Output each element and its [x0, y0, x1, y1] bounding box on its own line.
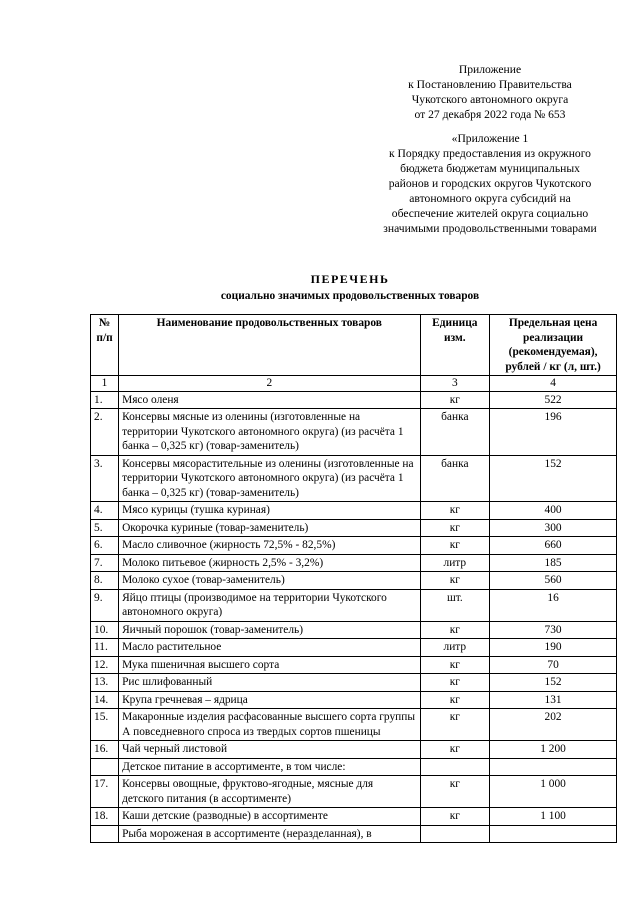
title-main: ПЕРЕЧЕНЬ: [310, 272, 390, 286]
title-sub: социально значимых продовольственных товаров: [220, 290, 480, 302]
price-cell: 185: [490, 554, 617, 572]
table-row: [91, 554, 617, 572]
row-number: 11.: [91, 639, 119, 657]
product-name: Яйцо птицы (производимое на территории Чукотского автономного округа): [119, 589, 420, 621]
table-row: [91, 639, 617, 657]
product-name: Крупа гречневая – ядрица: [119, 691, 420, 709]
table-row: [91, 709, 617, 741]
index-cell: 3: [420, 376, 490, 392]
price-cell: 190: [490, 639, 617, 657]
price-cell: 1 200: [490, 741, 617, 759]
product-name: Яичный порошок (товар-заменитель): [119, 621, 420, 639]
product-name: Макаронные изделия расфасованные высшего сорта группы А повседневного спроса из твердых сортов пшеницы: [119, 709, 420, 741]
table-row: [91, 621, 617, 639]
appendix-line: обеспечение жителей округа социально: [391, 207, 589, 220]
product-name: Окорочка куриные (товар-заменитель): [119, 519, 420, 537]
appendix-lines: [340, 62, 640, 122]
appendix-gap: [340, 122, 640, 131]
price-cell: 400: [490, 502, 617, 520]
row-number: 15.: [91, 709, 119, 741]
table-row: [91, 572, 617, 590]
price-cell: 1 000: [490, 776, 617, 808]
index-cell: 4: [490, 376, 617, 392]
row-number: 12.: [91, 656, 119, 674]
row-number: 1.: [91, 391, 119, 409]
table-row: [91, 656, 617, 674]
price-cell: 300: [490, 519, 617, 537]
appendix-line: автономного округа субсидий на: [409, 192, 571, 205]
product-name: Рис шлифованный: [119, 674, 420, 692]
table-row: [91, 691, 617, 709]
price-cell: 152: [490, 674, 617, 692]
product-name: Детское питание в ассортименте, в том числе:: [119, 758, 420, 776]
product-name: Консервы мясорастительные из оленины (изготовленные на территории Чукотского автономного округа) (из расчёта 1 банка – 0,325 кг) (товар-заменитель): [119, 455, 420, 502]
unit-cell: кг: [420, 502, 490, 520]
price-cell: 730: [490, 621, 617, 639]
product-name: Чай черный листовой: [119, 741, 420, 759]
table-row: [91, 409, 617, 456]
empty-cell: [490, 758, 617, 776]
appendix-header: [340, 62, 640, 236]
empty-cell: [91, 825, 119, 843]
table-row: [91, 825, 617, 843]
product-name: Мука пшеничная высшего сорта: [119, 656, 420, 674]
table-row: [91, 776, 617, 808]
unit-cell: литр: [420, 554, 490, 572]
price-cell: 16: [490, 589, 617, 621]
row-number: 3.: [91, 455, 119, 502]
price-cell: 70: [490, 656, 617, 674]
price-cell: 196: [490, 409, 617, 456]
table-row: [91, 674, 617, 692]
unit-cell: кг: [420, 741, 490, 759]
row-number: 2.: [91, 409, 119, 456]
unit-cell: банка: [420, 409, 490, 456]
table-row: [91, 741, 617, 759]
product-name: Масло растительное: [119, 639, 420, 657]
price-cell: 202: [490, 709, 617, 741]
product-name: Молоко питьевое (жирность 2,5% - 3,2%): [119, 554, 420, 572]
price-cell: 660: [490, 537, 617, 555]
unit-cell: литр: [420, 639, 490, 657]
price-cell: 1 100: [490, 808, 617, 826]
price-cell: 152: [490, 455, 617, 502]
unit-cell: кг: [420, 808, 490, 826]
table-row: [91, 391, 617, 409]
row-number: 18.: [91, 808, 119, 826]
row-number: 6.: [91, 537, 119, 555]
unit-cell: банка: [420, 455, 490, 502]
row-number: 7.: [91, 554, 119, 572]
appendix-line: Приложение: [458, 63, 522, 76]
unit-cell: кг: [420, 572, 490, 590]
row-number: 8.: [91, 572, 119, 590]
product-name: Масло сливочное (жирность 72,5% - 82,5%): [119, 537, 420, 555]
index-row: [91, 376, 617, 392]
empty-cell: [490, 825, 617, 843]
table-row: [91, 537, 617, 555]
unit-cell: кг: [420, 391, 490, 409]
appendix-line: Чукотского автономного округа: [411, 93, 569, 106]
row-number: 9.: [91, 589, 119, 621]
header-num: № п/п: [91, 315, 119, 376]
row-number: 4.: [91, 502, 119, 520]
unit-cell: кг: [420, 776, 490, 808]
appendix-line: районов и городских округов Чукотского: [388, 177, 592, 190]
unit-cell: кг: [420, 709, 490, 741]
goods-table: [90, 314, 617, 843]
unit-cell: кг: [420, 621, 490, 639]
row-number: 10.: [91, 621, 119, 639]
row-number: 17.: [91, 776, 119, 808]
price-cell: 131: [490, 691, 617, 709]
table-row: [91, 502, 617, 520]
index-cell: 2: [119, 376, 420, 392]
empty-cell: [420, 758, 490, 776]
unit-cell: кг: [420, 537, 490, 555]
unit-cell: шт.: [420, 589, 490, 621]
header-unit: Единица изм.: [420, 315, 490, 376]
row-number: 14.: [91, 691, 119, 709]
appendix-sub-lines: [340, 131, 640, 236]
product-name: Консервы овощные, фруктово-ягодные, мясные для детского питания (в ассортименте): [119, 776, 420, 808]
unit-cell: кг: [420, 674, 490, 692]
table-row: [91, 519, 617, 537]
appendix-line: значимыми продовольственными товарами: [383, 222, 597, 235]
header-price: Предельная цена реализации (рекомендуемая), рублей / кг (л, шт.): [490, 315, 617, 376]
unit-cell: кг: [420, 656, 490, 674]
document-title: [90, 272, 610, 304]
product-name: Мясо оленя: [119, 391, 420, 409]
table-row: [91, 455, 617, 502]
table-header-row: [91, 315, 617, 376]
empty-cell: [91, 758, 119, 776]
price-cell: 522: [490, 391, 617, 409]
unit-cell: кг: [420, 519, 490, 537]
product-name: Рыба мороженая в ассортименте (неразделанная), в: [119, 825, 420, 843]
table-row: [91, 808, 617, 826]
appendix-line: бюджета бюджетам муниципальных: [400, 162, 580, 175]
appendix-line: к Порядку предоставления из окружного: [389, 147, 591, 160]
appendix-line: от 27 декабря 2022 года № 653: [414, 108, 566, 121]
table-row: [91, 589, 617, 621]
row-number: 16.: [91, 741, 119, 759]
product-name: Мясо курицы (тушка куриная): [119, 502, 420, 520]
empty-cell: [420, 825, 490, 843]
row-number: 5.: [91, 519, 119, 537]
index-cell: 1: [91, 376, 119, 392]
table-row: [91, 758, 617, 776]
product-name: Консервы мясные из оленины (изготовленные на территории Чукотского автономного округа) (из расчёта 1 банка – 0,325 кг) (товар-заменитель): [119, 409, 420, 456]
product-name: Молоко сухое (товар-заменитель): [119, 572, 420, 590]
header-name: Наименование продовольственных товаров: [119, 315, 420, 376]
unit-cell: кг: [420, 691, 490, 709]
product-name: Каши детские (разводные) в ассортименте: [119, 808, 420, 826]
price-cell: 560: [490, 572, 617, 590]
appendix-line: к Постановлению Правительства: [408, 78, 572, 91]
row-number: 13.: [91, 674, 119, 692]
appendix-line: «Приложение 1: [451, 132, 529, 145]
